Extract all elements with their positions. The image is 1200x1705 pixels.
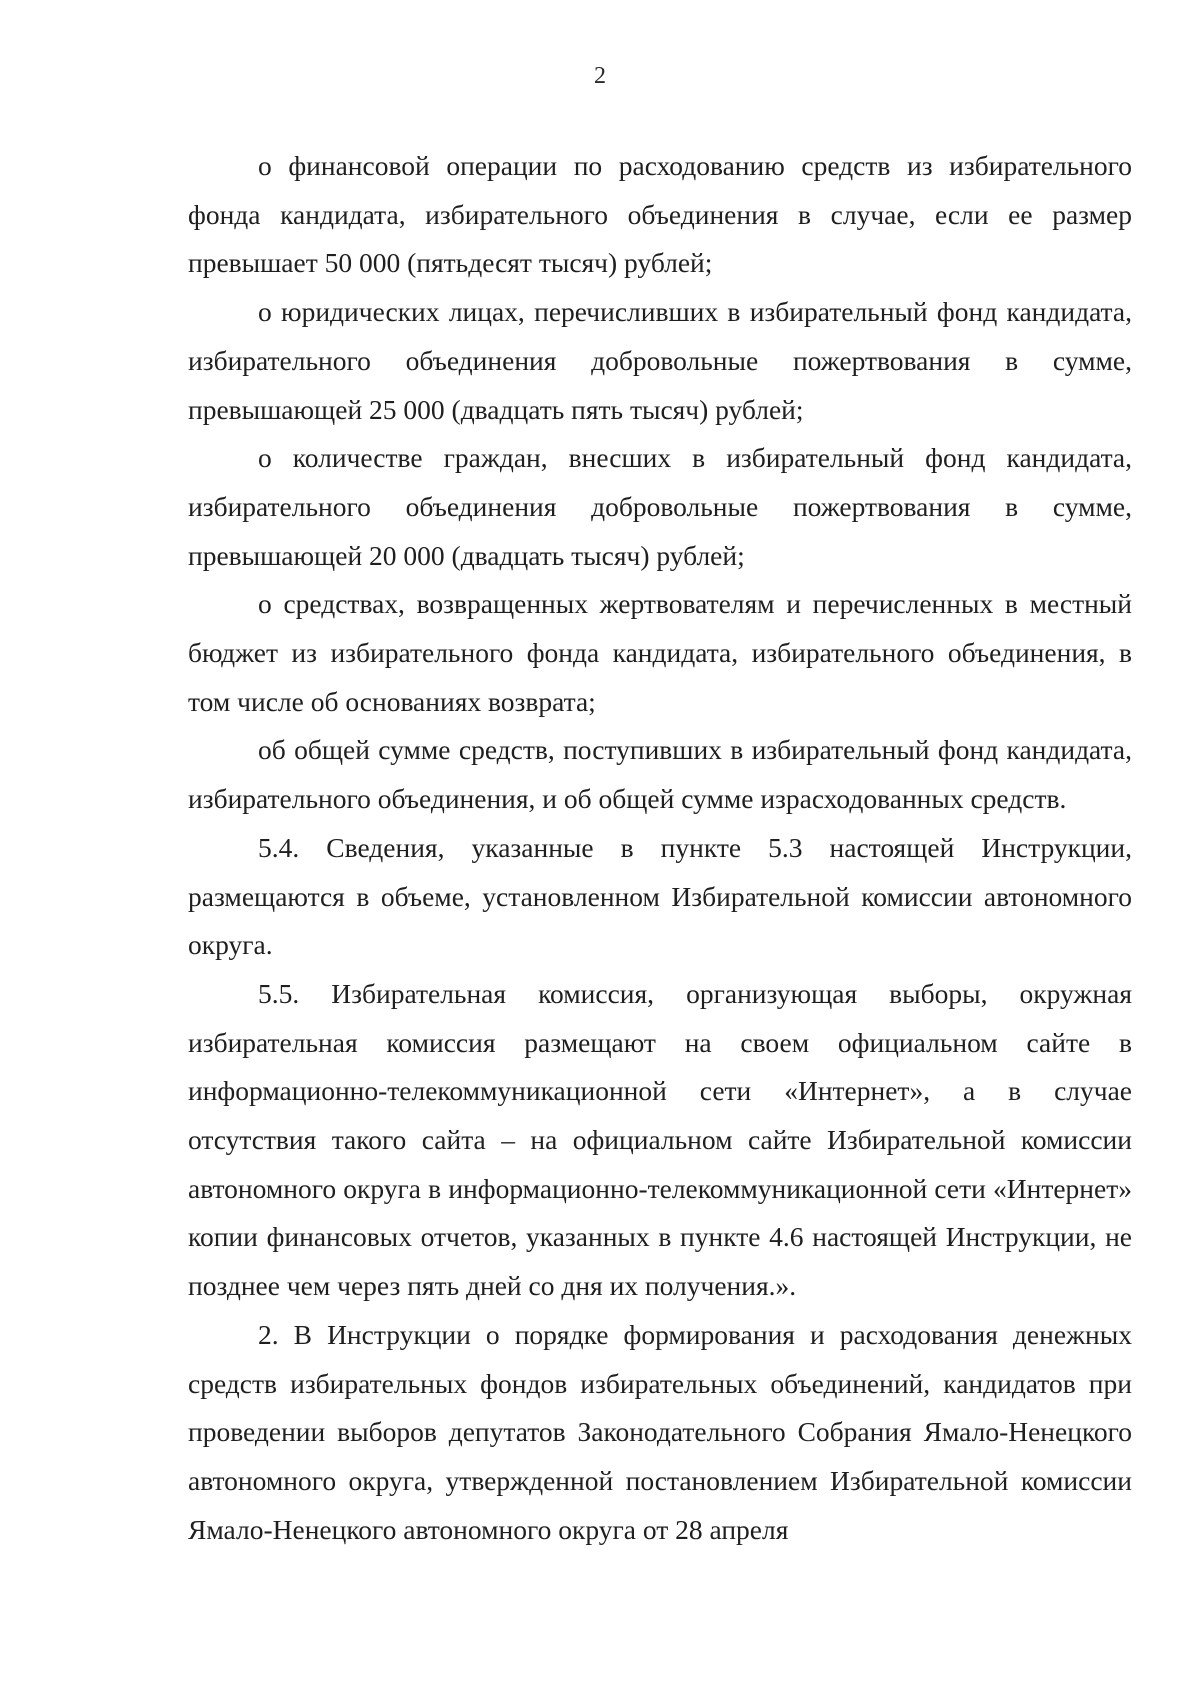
paragraph-item-2: 2. В Инструкции о порядке формирования и расходования денежных средств избирательных фондов избирательных объединений, кандидатов при проведении выборов депутатов Законодательного Собрания Ямало-Ненецкого автономного округа, утвержденной постановлением Избирательной комиссии Ямало-Ненецкого автономного округа от 28 апреля [188,1318,1132,1545]
paragraph-clause-5-5: 5.5. Избирательная комиссия, организующая выборы, окружная избирательная комиссия размещают на своем официальном сайте в информационно-телекоммуникационной сети «Интернет», а в случае отсутствия такого сайта – на официальном сайте Избирательной комиссии автономного округа в информационно-телекоммуникационной сети «Интернет» копии финансовых отчетов, указанных в пункте 4.6 настоящей Инструкции, не позднее чем через пять дней со дня их получения.». [188,977,1132,1302]
page-number: 2 [594,63,606,89]
paragraph-returned-funds: о средствах, возвращенных жертвователям и перечисленных в местный бюджет из избирательного фонда кандидата, избирательного объединения, в том числе об основаниях возврата; [188,588,1132,717]
paragraph-citizens-count: о количестве граждан, внесших в избирательный фонд кандидата, избирательного объединения добровольные пожертвования в сумме, превышающей 20 000 (двадцать тысяч) рублей; [188,442,1132,571]
paragraph-financial-operation: о финансовой операции по расходованию средств из избирательного фонда кандидата, избирательного объединения в случае, если ее размер превышает 50 000 (пятьдесят тысяч) рублей; [188,150,1132,279]
paragraph-total-sum: об общей сумме средств, поступивших в избирательный фонд кандидата, избирательного объединения, и об общей сумме израсходованных средств. [188,734,1132,815]
paragraph-legal-entities: о юридических лицах, перечисливших в избирательный фонд кандидата, избирательного объединения добровольные пожертвования в сумме, превышающей 25 000 (двадцать пять тысяч) рублей; [188,296,1132,425]
document-body [188,142,1132,1554]
paragraph-clause-5-4: 5.4. Сведения, указанные в пункте 5.3 настоящей Инструкции, размещаются в объеме, установленном Избирательной комиссии автономного округа. [188,831,1132,961]
